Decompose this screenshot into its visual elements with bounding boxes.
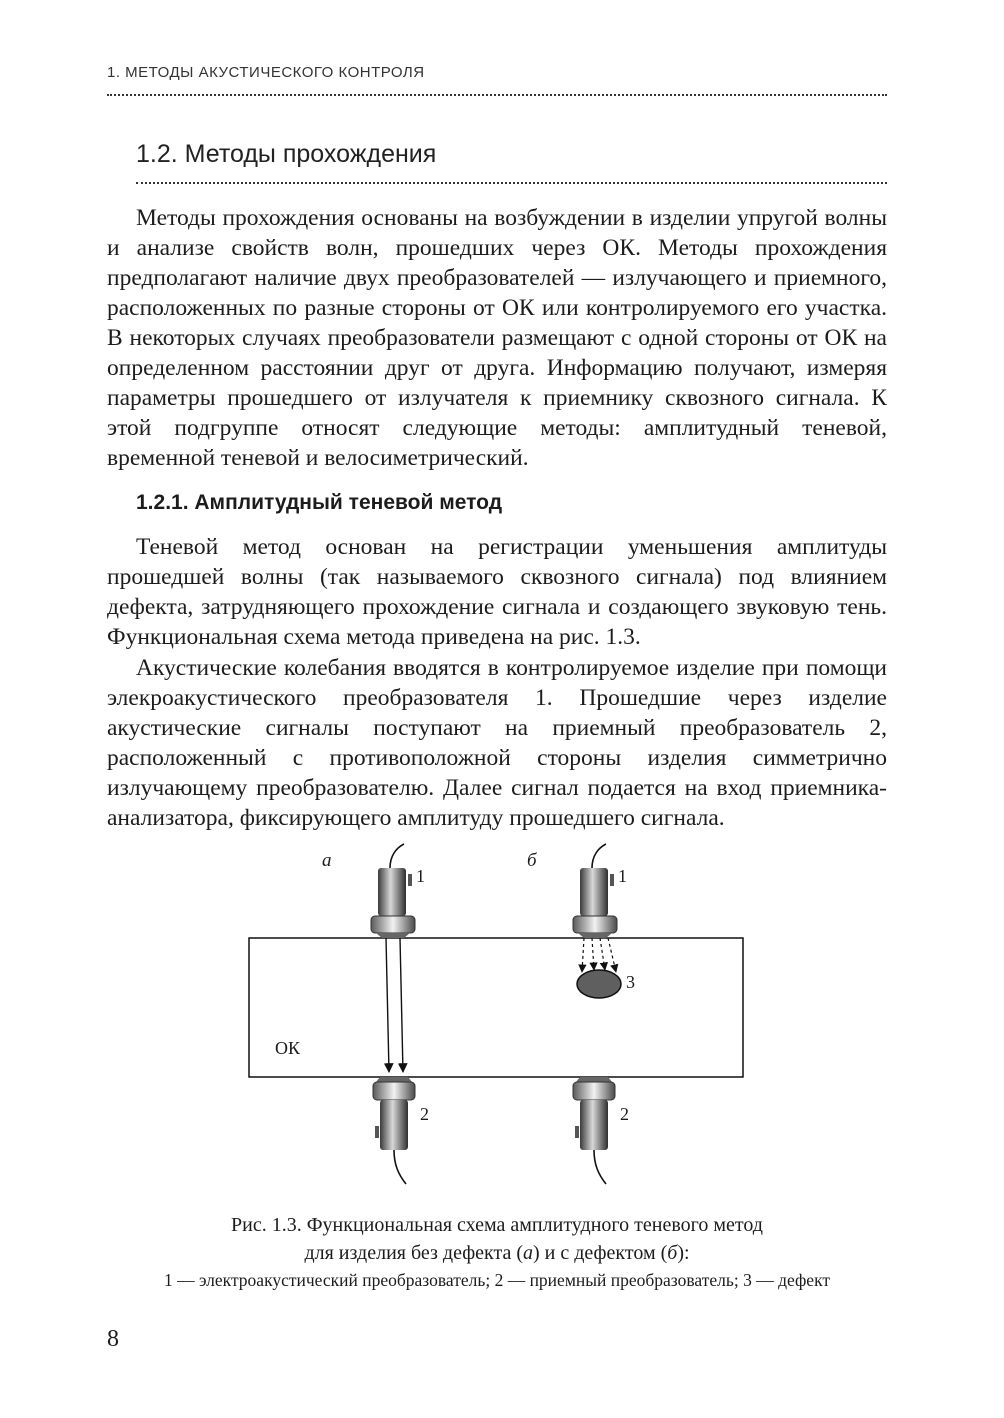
defect-number: 3: [626, 972, 635, 992]
caption-label-b: б: [667, 1242, 678, 1264]
section-title: 1.2. Методы прохождения: [136, 140, 437, 168]
receiver-a-number: 2: [420, 1104, 429, 1124]
figure-1-3: [240, 838, 760, 1198]
caption-legend: 1 — электроакустический преобразователь; 2 — приемный преобразователь; 3 — дефект: [163, 1270, 830, 1290]
caption-label-a: а: [523, 1242, 534, 1264]
emitter-b-number: 1: [618, 866, 627, 886]
header-divider: [107, 94, 887, 96]
emitter-a: [371, 844, 415, 938]
paragraph-block-3: [107, 653, 887, 833]
caption-line-2-middle: ) и с дефектом (: [533, 1242, 668, 1264]
label-b: б: [527, 850, 537, 871]
caption-line-2: [107, 1239, 887, 1267]
paragraph-2: Теневой метод основан на регистрации уменьшения амплитуды прошедшей волны (так называемого сквозного сигнала) под влиянием дефекта, затрудняющего прохождение сигнала и создающего звуковую тень. Функциональная схема метода приведена на рис. 1.3.: [107, 534, 887, 650]
receiver-b-number: 2: [620, 1104, 629, 1124]
emitter-a-number: 1: [416, 866, 425, 886]
label-a: а: [322, 850, 332, 871]
test-object: [249, 938, 743, 1077]
page-number: 8: [107, 1326, 119, 1352]
caption-line-2-end: ):: [677, 1242, 690, 1264]
receiver-a: [373, 1077, 415, 1184]
running-head: 1. МЕТОДЫ АКУСТИЧЕСКОГО КОНТРОЛЯ: [107, 64, 425, 81]
paragraph-3: Акустические колебания вводятся в контролируемое изделие при помощи элекроакустического преобразователя 1. Прошедшие через изделие акустические сигналы поступают на приемный преобразователь 2, расположенный с противоположной стороны изделия симметрично излучающему преобразователю. Далее сигнал подается на вход приемника-анализатора, фиксирующего амплитуду прошедшего сигнала.: [107, 655, 887, 831]
paragraph-block-2: [107, 532, 887, 652]
paragraph-1: Методы прохождения основаны на возбуждении в изделии упругой волны и анализе свойств волн, прошедших через ОК. Методы прохождения предполагают наличие двух преобразователей — излучающего и приемного, расположенных по разные стороны от ОК или контролируемого его участка. В некоторых случаях преобразователи размещают с одной стороны от ОК на определенном расстоянии друг от друга. Информацию получают, измеряя параметры прошедшего от излучателя к приемнику сквозного сигнала. К этой подгруппе относят следующие методы: амплитудный теневой, временной теневой и велосиметрический.: [107, 205, 887, 471]
emitter-b: [573, 844, 617, 938]
caption-line-2-start: для изделия без дефекта (: [304, 1242, 524, 1264]
caption-line-1: Рис. 1.3. Функциональная схема амплитудного теневого метод: [231, 1214, 763, 1236]
ok-label: ОК: [275, 1038, 301, 1058]
section-divider: [136, 182, 887, 184]
receiver-b: [573, 1077, 615, 1184]
paragraph-intro: [107, 203, 887, 473]
defect: [577, 970, 621, 998]
figure-caption: [107, 1211, 887, 1267]
subsection-title: 1.2.1. Амплитудный теневой метод: [136, 491, 503, 514]
